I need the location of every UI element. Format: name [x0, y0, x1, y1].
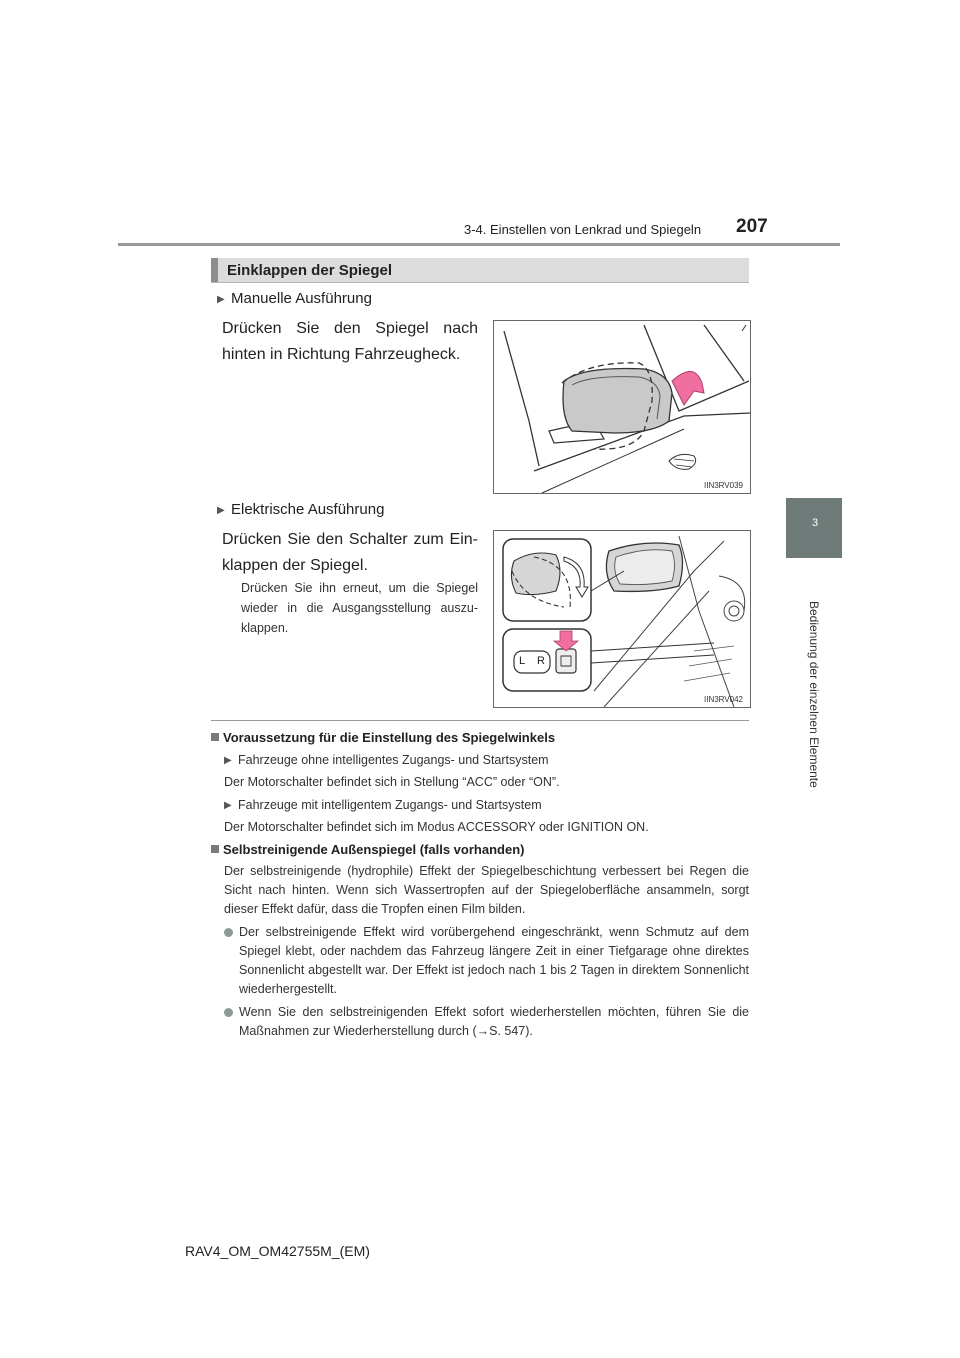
self-cleaning-bullet-2 [224, 1003, 749, 1041]
chapter-title: Bedienung der einzelnen Elemente [807, 601, 821, 788]
square-bullet-icon [211, 845, 219, 853]
self-cleaning-title: Selbstreinigende Außenspiegel (falls vorhanden) [223, 842, 525, 857]
section-separator [211, 720, 749, 721]
manual-text: Drücken Sie den Spiegel nach hinten in Richtung Fahrzeugheck. [222, 320, 478, 363]
self-cleaning-bullet-1 [224, 923, 749, 999]
footer-doc-code: RAV4_OM_OM42755M_(EM) [185, 1243, 370, 1259]
electric-mirror-illustration [494, 531, 750, 707]
electric-heading-text: Elektrische Ausführung [231, 501, 385, 518]
electric-note: Drücken Sie ihn erneut, um die Spiegel wieder in die Ausgangsstellung auszu-klappen. [241, 581, 478, 635]
conditions-item2-heading-text: Fahrzeuge mit intelligentem Zugangs- und Startsystem [238, 798, 542, 812]
switch-label-left: L [519, 655, 526, 667]
manual-mirror-illustration [494, 321, 750, 493]
square-bullet-icon [211, 733, 219, 741]
conditions-item2-text: Der Motorschalter befindet sich im Modus ACCESSORY oder IGNITION ON. [224, 820, 649, 834]
section-header-bar [211, 258, 218, 282]
figure-code-electric: IIN3RV042 [704, 695, 743, 704]
conditions-item1-heading-text: Fahrzeuge ohne intelligentes Zugangs- und Startsystem [238, 753, 549, 767]
triangle-arrow-icon: ▶ [224, 755, 232, 766]
figure-manual-mirror [493, 320, 751, 494]
conditions-heading [211, 730, 555, 745]
conditions-item2-heading [224, 796, 542, 815]
round-bullet-icon [224, 1008, 233, 1017]
conditions-title: Voraussetzung für die Einstellung des Spiegelwinkels [223, 730, 556, 745]
triangle-arrow-icon: ▶ [224, 800, 232, 811]
self-cleaning-bullet-1-text: Der selbstreinigende Effekt wird vorübergehend eingeschränkt, wenn Schmutz auf dem Spiegel klebt, oder nachdem das Fahrzeug längere Zeit in einer Tiefgarage ohne direktes Sonnenlicht abgestellt war. Der Effekt ist jedoch nach 1 bis 2 Tagen in direktem Sonnenlicht wiederhergestellt. [239, 925, 749, 996]
triangle-arrow-icon: ▶ [217, 505, 225, 516]
page-number: 207 [736, 216, 768, 237]
self-cleaning-bullet-2-text: Wenn Sie den selbstreinigenden Effekt sofort wiederherstellen möchten, führen Sie die Maßnahmen zur Wiederherstellung durch (→S. 547). [239, 1005, 749, 1038]
triangle-arrow-icon: ▶ [217, 294, 225, 305]
chapter-number: 3 [812, 517, 819, 529]
figure-code-manual: IIN3RV039 [704, 481, 743, 490]
self-cleaning-heading [211, 842, 524, 857]
section-title: Einklappen der Spiegel [227, 262, 393, 279]
conditions-item1-heading [224, 751, 549, 770]
header-rule [118, 243, 840, 246]
electric-heading [217, 501, 384, 518]
header-section-title: 3-4. Einstellen von Lenkrad und Spiegeln [464, 222, 702, 237]
self-cleaning-text: Der selbstreinigende (hydrophile) Effekt der Spiegelbeschichtung verbessert bei Regen die Sicht nach hinten. Wenn sich Wassertropfen auf der Spiegeloberfläche ansammeln, sorgt dieser Effekt dafür, dass die Tropfen einen Film bilden. [224, 864, 749, 916]
manual-heading [217, 290, 372, 307]
manual-heading-text: Manuelle Ausführung [231, 290, 372, 307]
switch-label-right: R [537, 655, 545, 667]
section-header [211, 258, 749, 283]
figure-electric-mirror [493, 530, 751, 708]
round-bullet-icon [224, 928, 233, 937]
electric-text: Drücken Sie den Schalter zum Ein-klappen der Spiegel. [222, 531, 478, 574]
conditions-item1-text: Der Motorschalter befindet sich in Stellung “ACC” oder “ON”. [224, 775, 560, 789]
